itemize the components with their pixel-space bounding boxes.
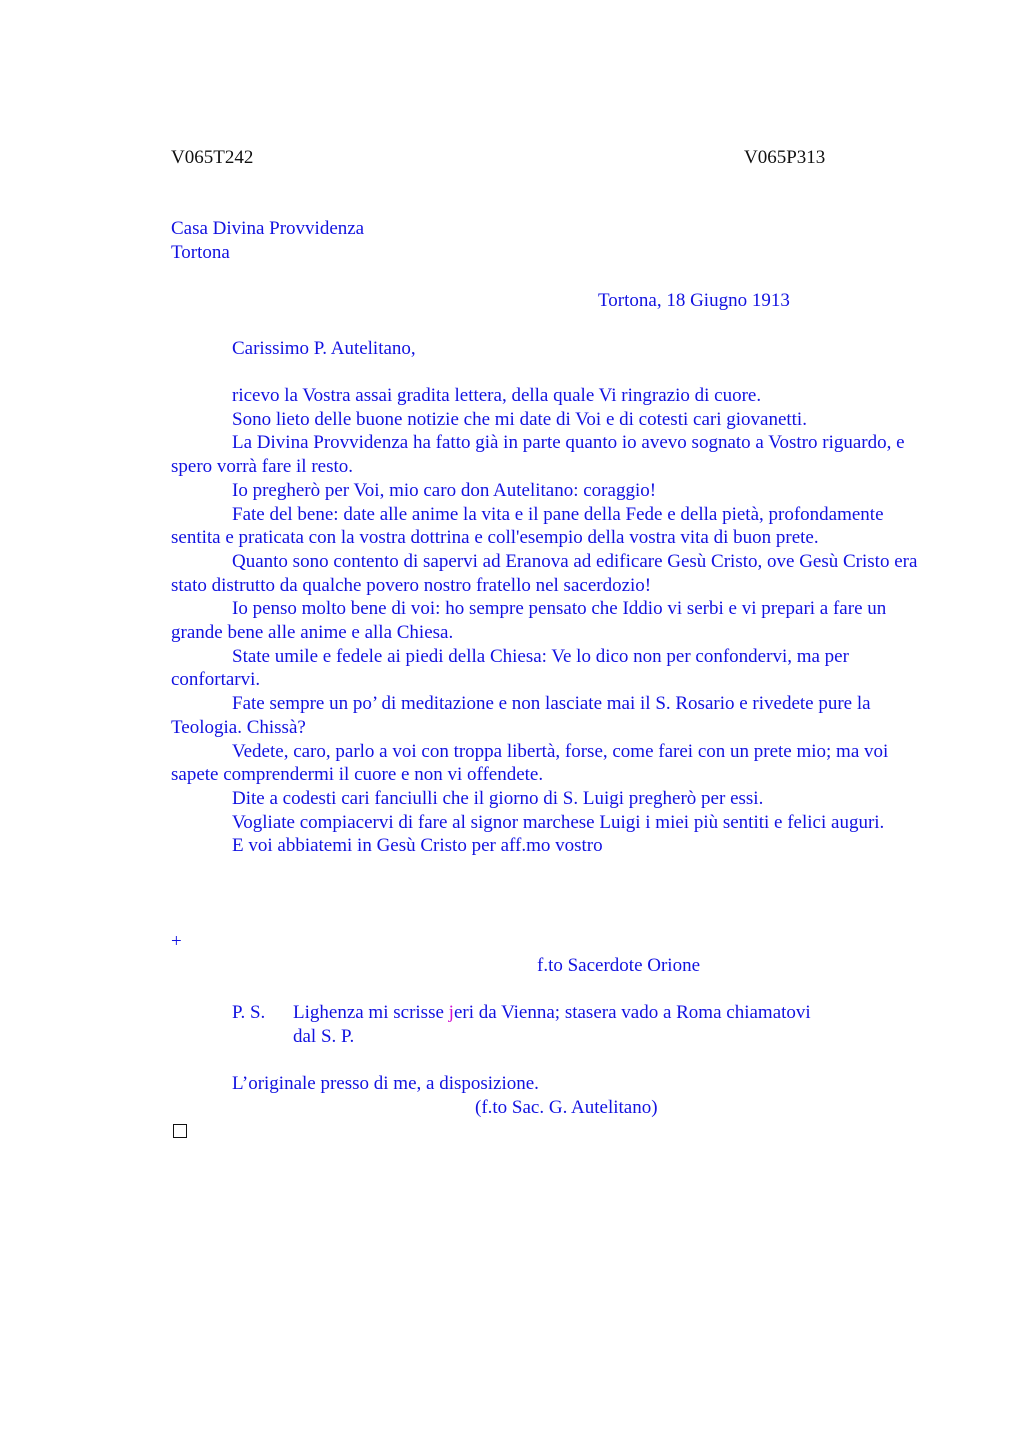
footer-note: L’originale presso di me, a disposizione. — [232, 1073, 539, 1094]
postscript-highlight: j — [448, 1002, 454, 1023]
paragraph: E voi abbiatemi in Gesù Cristo per aff.mo vostro — [232, 835, 603, 857]
postscript-line-1-start: Lighenza mi scrisse — [293, 1002, 449, 1023]
footer-signature: (f.to Sac. G. Autelitano) — [475, 1097, 658, 1118]
paragraph: Sono lieto delle buone notizie che mi date di Voi e di cotesti cari giovanetti. — [232, 408, 807, 430]
paragraph: Io penso molto bene di voi: ho sempre pensato che Iddio vi serbi e vi prepari a fare un grande bene alle anime e alla Chiesa. — [171, 598, 887, 644]
document-code-left: V065T242 — [171, 147, 254, 168]
postscript-line-2: dal S. P. — [293, 1026, 355, 1047]
postscript-line-1 — [293, 1001, 893, 1025]
checkbox-square — [173, 1124, 187, 1138]
paragraph: ricevo la Vostra assai gradita lettera, della quale Vi ringrazio di cuore. — [232, 385, 762, 406]
signature: f.to Sacerdote Orione — [537, 955, 701, 976]
paragraph: State umile e fedele ai piedi della Chiesa: Ve lo dico non per confondervi, ma per confortarvi. — [171, 645, 849, 691]
document-code-right: V065P313 — [744, 147, 826, 168]
paragraph: Fate sempre un po’ di meditazione e non lasciate mai il S. Rosario e rivedete pure la Teologia. Chissà? — [171, 693, 871, 738]
paragraph: Fate del bene: date alle anime la vita e il pane della Fede e della pietà, profondamente sentita e praticata con la vostra dottrina e coll'esempio della vostra vita di buon prete. — [171, 503, 884, 549]
salutation: Carissimo P. Autelitano, — [232, 338, 416, 359]
paragraph: Vogliate compiacervi di fare al signor marchese Luigi i miei più sentiti e felici auguri. — [232, 811, 885, 833]
paragraph: Dite a codesti cari fanciulli che il giorno di S. Luigi pregherò per essi. — [232, 787, 764, 809]
letter-body — [171, 384, 921, 858]
paragraph: Vedete, caro, parlo a voi con troppa libertà, forse, come farei con un prete mio; ma voi sapete comprendermi il cuore e non vi offendete. — [171, 740, 889, 786]
postscript-text — [293, 1001, 893, 1049]
sender-city: Tortona — [171, 242, 230, 263]
sender-name: Casa Divina Provvidenza — [171, 218, 365, 239]
postscript-line-1-end: eri da Vienna; stasera vado a Roma chiamatovi — [453, 1002, 811, 1023]
paragraph: La Divina Provvidenza ha fatto già in parte quanto io avevo sognato a Vostro riguardo, e spero vorrà fare il resto. — [171, 432, 905, 478]
letter-date: Tortona, 18 Giugno 1913 — [598, 290, 790, 311]
postscript-label: P. S. — [232, 1002, 266, 1023]
paragraph: Io pregherò per Voi, mio caro don Autelitano: coraggio! — [232, 479, 657, 501]
paragraph: Quanto sono contento di sapervi ad Eranova ad edificare Gesù Cristo, ove Gesù Cristo era stato distrutto da qualche povero nostro fratello nel sacerdozio! — [171, 550, 918, 596]
cross-mark: + — [171, 931, 182, 952]
